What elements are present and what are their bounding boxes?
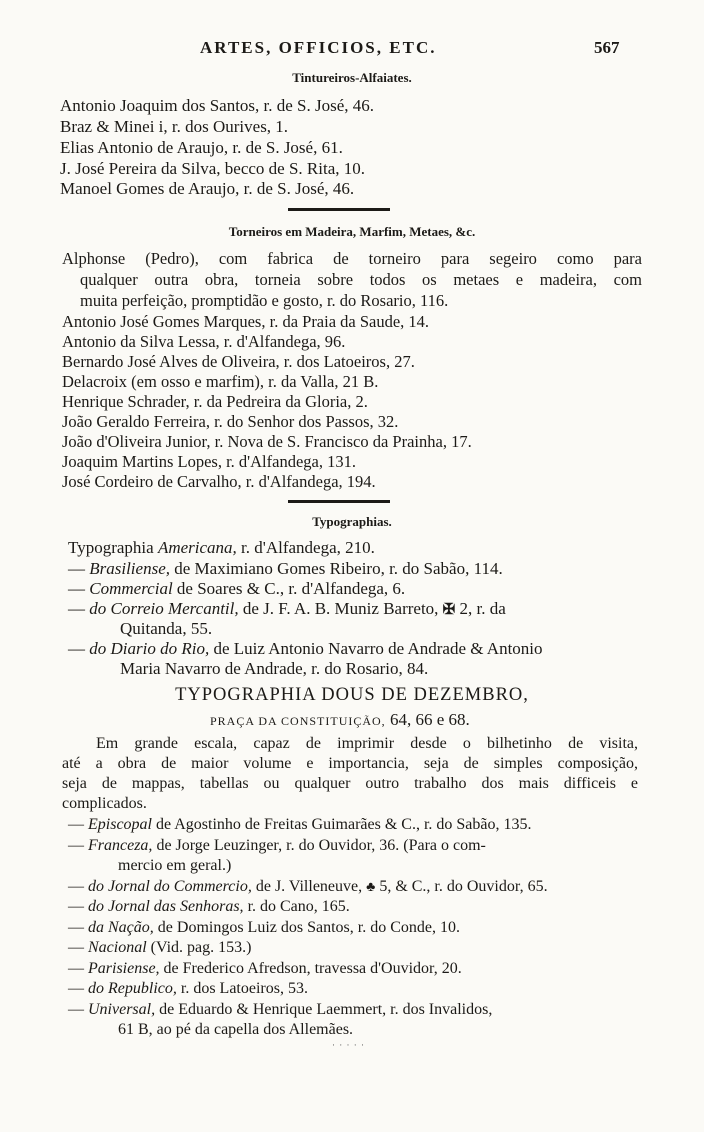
list-item	[68, 877, 548, 898]
em-dash: —	[68, 1001, 84, 1018]
entry-text: 5, & C., r. do Ouvidor, 65.	[375, 878, 548, 895]
section-divider	[288, 208, 390, 211]
entry-text: de Frederico Afredson, travessa d'Ouvidor, 20.	[159, 960, 462, 977]
entry-text: de J. Villeneuve,	[251, 878, 363, 895]
em-dash: —	[68, 579, 85, 598]
entry-text: de Eduardo & Henrique Laemmert, r. dos Invalidos,	[155, 1001, 493, 1018]
list-item: Antonio José Gomes Marques, r. da Praia da Saude, 14.	[62, 312, 430, 331]
list-item: Bernardo José Alves de Oliveira, r. dos Latoeiros, 27.	[62, 352, 415, 371]
entry-text: de Agostinho de Freitas Guimarães & C., r. do Sabão, 135.	[152, 816, 532, 833]
entry-text: de J. F. A. B. Muniz Barreto,	[238, 599, 439, 618]
paragraph-line: Em grande escala, capaz de imprimir desde o bilhetinho de visita,	[96, 735, 638, 752]
entry-name: do Republico,	[88, 980, 177, 997]
section-heading-typographias: Typographias.	[312, 514, 392, 529]
em-dash: —	[68, 816, 84, 833]
em-dash: —	[68, 919, 84, 936]
paragraph-line: seja de mappas, tabellas ou qualquer outro trabalho dos mais difficeis e	[62, 775, 638, 792]
list-item-continuation: muita perfeição, promptidão e gosto, r. do Rosario, 116.	[80, 291, 449, 310]
list-item: João Geraldo Ferreira, r. do Senhor dos Passos, 32.	[62, 412, 399, 431]
list-item: Joaquim Martins Lopes, r. d'Alfandega, 131.	[62, 452, 356, 471]
list-item	[68, 836, 486, 856]
entry-name: Americana,	[157, 538, 237, 557]
list-item-continuation: 61 B, ao pé da capella dos Allemães.	[118, 1021, 354, 1038]
entry-text: (Vid. pag. 153.)	[146, 939, 252, 956]
em-dash: —	[68, 878, 84, 895]
list-item	[68, 938, 251, 958]
entry-text: r. d'Alfandega, 210.	[236, 538, 375, 557]
list-item	[68, 599, 506, 620]
list-item-continuation: qualquer outra obra, torneia sobre todos os metaes e madeira, com	[80, 270, 642, 289]
em-dash: —	[68, 898, 84, 915]
list-item	[68, 559, 503, 579]
entry-text: r. dos Latoeiros, 53.	[176, 980, 308, 997]
list-item: Elias Antonio de Araujo, r. de S. José, 61.	[60, 138, 343, 157]
entry-name: Nacional	[88, 939, 147, 956]
list-item	[68, 979, 308, 999]
entry-name: do Jornal do Commercio,	[88, 878, 252, 895]
list-item-continuation: Maria Navarro de Andrade, r. do Rosario, 84.	[120, 659, 429, 678]
entry-text: r. do Cano, 165.	[243, 898, 350, 915]
list-item	[68, 579, 405, 599]
feature-title: TYPOGRAPHIA DOUS DE DEZEMBRO,	[175, 685, 529, 705]
running-head-title: ARTES, OFFICIOS, ETC.	[200, 38, 437, 57]
list-item: Alphonse (Pedro), com fabrica de torneiro para segeiro como para	[62, 249, 642, 268]
section-heading-tintureiros: Tintureiros-Alfaiates.	[292, 70, 412, 85]
paragraph-line: complicados.	[62, 795, 147, 812]
feature-place: PRAÇA DA CONSTITUIÇÃO,	[210, 714, 386, 728]
list-item-continuation: mercio em geral.)	[118, 857, 232, 874]
entry-name: Brasiliense,	[89, 559, 170, 578]
list-item: João d'Oliveira Junior, r. Nova de S. Francisco da Prainha, 17.	[62, 432, 472, 451]
entry-name: da Nação,	[88, 919, 154, 936]
list-item: Antonio Joaquim dos Santos, r. de S. José, 46.	[60, 96, 375, 115]
list-item: Manoel Gomes de Araujo, r. de S. José, 46.	[60, 179, 355, 198]
entry-text: de Domingos Luiz dos Santos, r. do Conde, 10.	[153, 919, 460, 936]
list-item-continuation: Quitanda, 55.	[120, 619, 213, 638]
entry-text: de Jorge Leuzinger, r. do Ouvidor, 36. (Para o com-	[152, 837, 486, 854]
em-dash: —	[68, 837, 84, 854]
feature-numbers: 64, 66 e 68.	[385, 710, 470, 729]
list-item	[68, 815, 532, 835]
entry-name: do Jornal das Senhoras,	[88, 898, 244, 915]
list-item: J. José Pereira da Silva, becco de S. Rita, 10.	[60, 159, 365, 178]
entry-name: do Diario do Rio,	[89, 639, 210, 658]
list-item: José Cordeiro de Carvalho, r. d'Alfandega, 194.	[62, 472, 376, 491]
entry-text: Typographia	[68, 538, 158, 557]
entry-name: Franceza,	[88, 837, 153, 854]
em-dash: —	[68, 939, 84, 956]
entry-text: de Soares & C., r. d'Alfandega, 6.	[172, 579, 406, 598]
em-dash: —	[68, 639, 85, 658]
em-dash: —	[68, 599, 85, 618]
entry-text: 2, r. da	[455, 599, 506, 618]
em-dash: —	[68, 960, 84, 977]
list-item	[68, 639, 543, 659]
entry-text: de Maximiano Gomes Ribeiro, r. do Sabão, 114.	[170, 559, 503, 578]
list-item	[68, 1000, 492, 1020]
section-divider	[288, 500, 390, 503]
printer-ornament-icon: ♣	[366, 880, 376, 895]
list-item: Delacroix (em osso e marfim), r. da Valla, 21 B.	[62, 372, 379, 391]
list-item: Antonio da Silva Lessa, r. d'Alfandega, 96.	[62, 332, 346, 351]
entry-name: Episcopal	[88, 816, 152, 833]
list-item	[68, 959, 462, 979]
section-heading-torneiros: Torneiros em Madeira, Marfim, Metaes, &c.	[228, 224, 476, 239]
decorative-dots: · · · · ·	[332, 1040, 365, 1050]
em-dash: —	[68, 559, 85, 578]
entry-name: do Correio Mercantil,	[89, 599, 239, 618]
feature-address	[210, 710, 470, 731]
list-item	[68, 918, 460, 938]
list-item: Henrique Schrader, r. da Pedreira da Gloria, 2.	[62, 392, 368, 411]
list-item	[68, 538, 375, 558]
page-number: 567	[594, 38, 620, 57]
entry-name: Parisiense,	[88, 960, 160, 977]
em-dash: —	[68, 980, 84, 997]
list-item: Braz & Minei i, r. dos Ourives, 1.	[60, 117, 289, 136]
paragraph-line: até a obra de maior volume e importancia, seja de simples composição,	[62, 755, 638, 772]
list-item	[68, 897, 350, 917]
cross-ornament-icon: ✠	[442, 602, 456, 618]
entry-text: de Luiz Antonio Navarro de Andrade & Antonio	[209, 639, 543, 658]
entry-name: Universal,	[88, 1001, 156, 1018]
entry-name: Commercial	[89, 579, 173, 598]
